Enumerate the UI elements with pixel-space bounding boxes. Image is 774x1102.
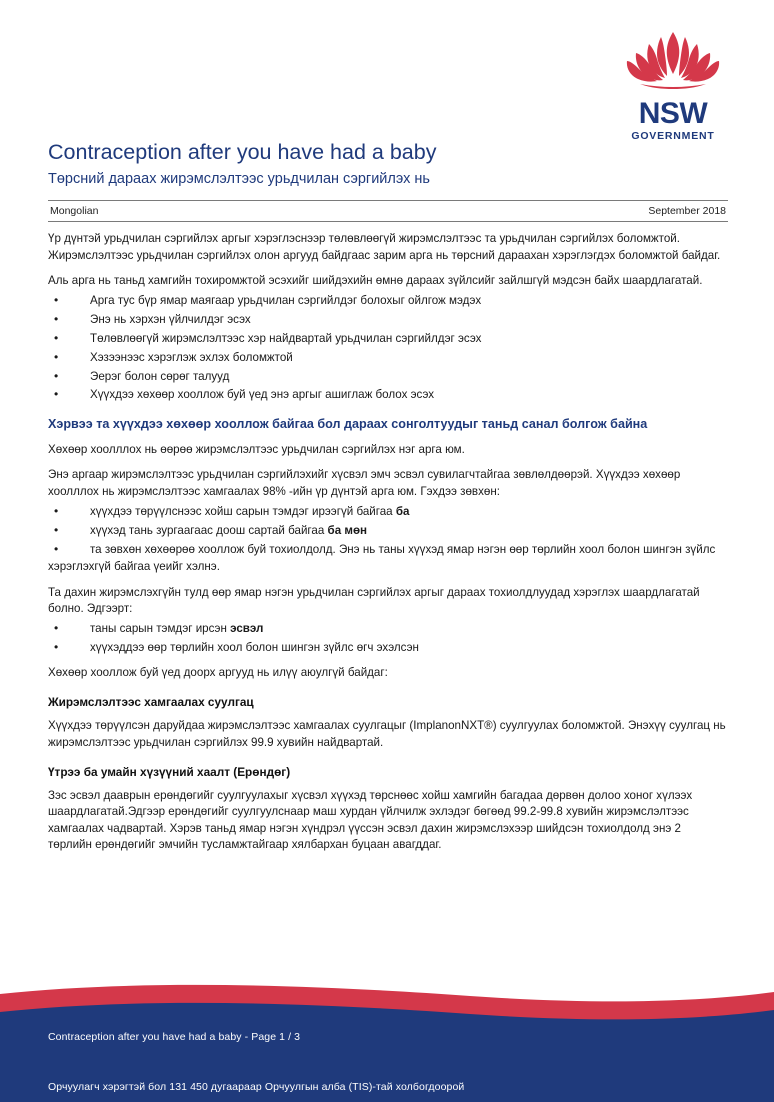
logo-tagline: GOVERNMENT — [631, 130, 715, 142]
list-item: • хүүхэддээ өөр төрлийн хоол болон шингэн зүйлс өгч эхэлсэн — [48, 640, 728, 657]
footer-translator-info: Орчуулагч хэрэгтэй бол 131 450 дугаараар Орчуулгын алба (TIS)-тай холбогдоорой — [48, 1081, 465, 1093]
intro-bullet-list — [48, 293, 728, 404]
list-item-emphasis: ба — [395, 505, 410, 519]
logo-wordmark: NSW — [638, 97, 708, 130]
page-title: Contraception after you have had a baby — [48, 140, 437, 164]
list-item — [48, 621, 728, 638]
intro-paragraph-2: Аль арга нь таньд хамгийн тохиромжтой эсэхийг шийдэхийн өмнө дараах зүйлсийг зайлшгүй мэдсэн байх шаардлагатай. — [48, 274, 703, 288]
list-item: • Энэ нь хэрхэн үйлчилдэг эсэх — [48, 312, 728, 329]
further-contraception-bullet-list — [48, 621, 728, 657]
breastfeeding-heading: Хэрвээ та хүүхдээ хөхөөр хооллож байгаа бол дараах сонголтуудыг таньд санал болгож байна — [48, 417, 648, 432]
list-item: • Эерэг болон сөрөг талууд — [48, 369, 728, 386]
list-item-text: хүүхдээ төрүүлснээс хойш сарын тэмдэг ирээгүй байгаа — [90, 505, 396, 519]
meta-bar — [48, 200, 728, 222]
further-contraception-paragraph: Та дахин жирэмслэхгүйн тулд өөр ямар нэгэн урьдчилан сэргийлэх аргыг дараах тохиолдлуудад хэрэглэх шаардлагатай болно. Эдгээрт: — [48, 585, 700, 615]
footer-document-reference: Contraception after you have had a baby - Page 1 / 3 — [48, 1031, 301, 1043]
breastfeeding-paragraph-2: Энэ аргаар жирэмслэлтээс урьдчилан сэргийлэхийг хүсвэл эмч эсвэл сувилагчтайгаа зөвлөлдөөрэй. Хүүхдээ хөхөөр хоолллох нь жирэмслэлтээс хамгаалах 98% -ийн үр дүнтэй арга юм. Гэхдээ зөвхөн: — [48, 468, 681, 498]
document-body — [48, 231, 728, 854]
safe-methods-paragraph: Хөхөөр хооллож буй үед доорх аргууд нь илүү аюулгүй байдаг: — [48, 666, 388, 680]
breastfeeding-paragraph-1: Хөхөөр хоолллох нь өөрөө жирэмслэлтээс урьдчилан сэргийлэх нэг арга юм. — [48, 442, 465, 456]
publication-date: September 2018 — [648, 205, 726, 218]
list-item — [48, 523, 728, 540]
intro-paragraph-1: Үр дүнтэй урьдчилан сэргийлэх аргыг хэрэглэснээр төлөвлөөгүй жирэмслэлтээс та урьдчилан сэргийлэх боломжтой. Жирэмслэлтээс урьдчилан сэргийлэх олон аргууд байдгаас зарим арга нь төрсний дараахан хэрэглэгдэх боломжтой байдаг. — [48, 232, 721, 262]
breastfeeding-bullet-list — [48, 504, 728, 575]
list-item: • Хэзээнээс хэрэглэж эхлэх боломжтой — [48, 350, 728, 367]
page-subtitle: Төрсний дараах жирэмслэлтээс урьдчилан сэргийлэх нь — [48, 170, 430, 187]
list-item: • Төлөвлөөгүй жирэмслэлтээс хэр найдвартай урьдчилан сэргийлдэг эсэх — [48, 331, 728, 348]
list-item-text: таны сарын тэмдэг ирсэн — [90, 622, 231, 636]
implant-heading: Жирэмслэлтээс хамгаалах суулгац — [48, 695, 254, 710]
iud-paragraph: Зэс эсвэл дааврын ерөндөгийг суулгуулахыг хүсвэл хүүхэд төрснөөс хойш хамгийн багадаа дөрвөн долоо хоног хүлээх шаардлагатай.Эдгээр ерөндөгийг суулгуулснаар маш хурдан үйлчилж эхлэдэг бөгөөд 99.2-99.8 хувийн жирэмслэлтээс хамгаалах чадвартай. Хэрэв таньд ямар нэгэн хүндрэл үүссэн эсвэл дахин жирэмслэхээр шийдсэн тохиолдолд энэ 2 төрлийн ерөндөгийг эмчийн тусламжтайгаар хялбархан буцаан авагддаг. — [48, 788, 693, 852]
document-content — [48, 0, 728, 863]
implant-paragraph: Хүүхдээ төрүүлсэн даруйдаа жирэмслэлтээс хамгаалах суулгацыг (ImplanonNXT®) суулгуулах боломжтой. Энэхүү суулгац нь жирэмслэлтээс урьдчилан сэргийлэх 99.9 хувийн найдвартай. — [48, 719, 726, 749]
list-item — [48, 504, 728, 521]
list-item-text: хүүхэд тань зургаагаас доош сартай байгаа — [90, 524, 328, 538]
iud-heading: Үтрээ ба умайн хүзүүний хаалт (Ерөндөг) — [48, 765, 291, 780]
page-footer — [0, 980, 774, 1102]
list-item: • Хүүхдээ хөхөөр хооллож буй үед энэ аргыг ашиглаж болох эсэх — [48, 387, 728, 404]
list-item: • та зөвхөн хөхөөрөө хооллож буй тохиолдолд. Энэ нь таны хүүхэд ямар нэгэн өөр төрлийн хоол болон шингэн зүйлс хэрэглэхгүй байгаа үеийг хэлнэ. — [48, 542, 728, 576]
list-item-emphasis: ба мөн — [327, 524, 368, 538]
list-item: • Арга тус бүр ямар маягаар урьдчилан сэргийлдэг болохыг ойлгож мэдэх — [48, 293, 728, 310]
language-label: Mongolian — [50, 205, 99, 218]
list-item-emphasis: эсвэл — [230, 622, 264, 636]
